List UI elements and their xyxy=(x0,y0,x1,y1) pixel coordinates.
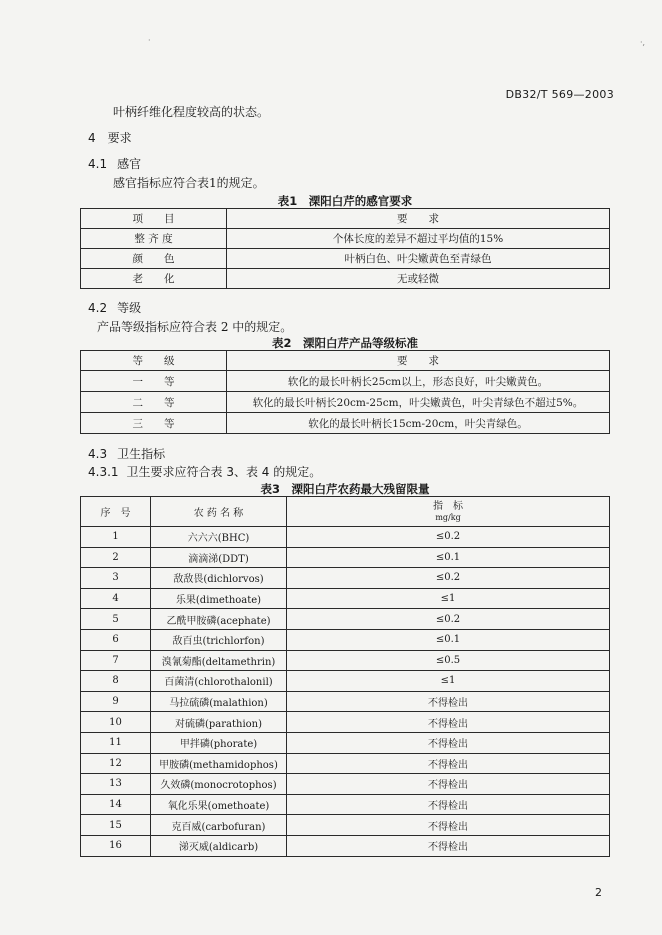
no-cell: 2 xyxy=(81,547,151,568)
intro-continuation: 叶柄纤维化程度较高的状态。 xyxy=(113,105,270,119)
table-cell: 三 等 xyxy=(81,413,227,434)
limit-cell: ≤0.2 xyxy=(287,527,610,548)
limit-cell: ≤1 xyxy=(287,671,610,692)
no-cell: 1 xyxy=(81,527,151,548)
no-cell: 12 xyxy=(81,753,151,774)
no-cell: 6 xyxy=(81,629,151,650)
scan-mark-right: ·, xyxy=(640,38,646,47)
table-3-header-unit: mg/kg xyxy=(435,512,461,522)
section-4-number: 4 xyxy=(88,131,96,145)
pesticide-name-cell: 敌敌畏(dichlorvos) xyxy=(151,568,287,589)
pesticide-name-cell: 甲胺磷(methamidophos) xyxy=(151,753,287,774)
table-row xyxy=(81,794,610,815)
table-cell: 整 齐 度 xyxy=(81,229,227,249)
table-row xyxy=(81,753,610,774)
pesticide-name-cell: 六六六(BHC) xyxy=(151,527,287,548)
table-row xyxy=(81,568,610,589)
no-cell: 3 xyxy=(81,568,151,589)
table-row xyxy=(81,269,610,289)
table-3-header-limit xyxy=(287,497,610,527)
table-2-caption: 表2 溧阳白芹产品等级标准 xyxy=(271,336,418,350)
table-2 xyxy=(80,350,610,434)
section-4-title: 要求 xyxy=(107,131,132,145)
section-4-1-title: 感官 xyxy=(117,157,142,171)
no-cell: 5 xyxy=(81,609,151,630)
table-cell: 软化的最长叶柄长15cm-20cm，叶尖青绿色。 xyxy=(227,413,610,434)
no-cell: 9 xyxy=(81,691,151,712)
pesticide-name-cell: 溴氰菊酯(deltamethrin) xyxy=(151,650,287,671)
pesticide-name-cell: 对硫磷(parathion) xyxy=(151,712,287,733)
table-3-caption: 表3 溧阳白芹农药最大残留限量 xyxy=(260,482,430,496)
page-number: 2 xyxy=(595,886,602,899)
table-row xyxy=(81,712,610,733)
table-2-header-requirement: 要 求 xyxy=(227,351,610,371)
section-4-2-title: 等级 xyxy=(117,301,142,315)
table-row xyxy=(81,691,610,712)
pesticide-name-cell: 乐果(dimethoate) xyxy=(151,588,287,609)
pesticide-name-cell: 甲拌磷(phorate) xyxy=(151,732,287,753)
table-3-body xyxy=(81,527,610,857)
section-4-3-1-number: 4.3.1 xyxy=(88,465,119,479)
no-cell: 14 xyxy=(81,794,151,815)
scan-mark-left: · xyxy=(148,36,151,45)
section-4-2-number: 4.2 xyxy=(88,301,108,315)
table-1 xyxy=(80,208,610,289)
table-3-header-name: 农 药 名 称 xyxy=(151,497,287,527)
pesticide-name-cell: 涕灭威(aldicarb) xyxy=(151,835,287,856)
table-row xyxy=(81,229,610,249)
table-row xyxy=(81,815,610,836)
limit-cell: 不得检出 xyxy=(287,835,610,856)
table-row xyxy=(81,609,610,630)
table-row xyxy=(81,249,610,269)
table-row xyxy=(81,835,610,856)
pesticide-name-cell: 乙酰甲胺磷(acephate) xyxy=(151,609,287,630)
table-1-caption: 表1 溧阳白芹的感官要求 xyxy=(277,194,413,208)
table-cell: 无或轻微 xyxy=(227,269,610,289)
table-row xyxy=(81,650,610,671)
no-cell: 16 xyxy=(81,835,151,856)
section-4-1-heading xyxy=(88,155,141,172)
table-3 xyxy=(80,496,610,857)
section-4-1-number: 4.1 xyxy=(88,157,108,171)
no-cell: 4 xyxy=(81,588,151,609)
table-cell: 软化的最长叶柄长20cm-25cm，叶尖嫩黄色，叶尖青绿色不超过5%。 xyxy=(227,392,610,413)
table-cell: 个体长度的差异不超过平均值的15% xyxy=(227,229,610,249)
section-4-3-title: 卫生指标 xyxy=(117,447,166,461)
no-cell: 10 xyxy=(81,712,151,733)
table-1-header-requirement: 要 求 xyxy=(227,209,610,229)
table-row xyxy=(81,371,610,392)
section-4-3-1-paragraph xyxy=(88,463,321,480)
table-2-header-row xyxy=(81,351,610,371)
section-4-heading xyxy=(88,129,132,146)
table-row xyxy=(81,527,610,548)
limit-cell: ≤1 xyxy=(287,588,610,609)
section-4-2-heading xyxy=(88,299,141,316)
table-cell: 一 等 xyxy=(81,371,227,392)
pesticide-name-cell: 百菌清(chlorothalonil) xyxy=(151,671,287,692)
pesticide-name-cell: 滴滴涕(DDT) xyxy=(151,547,287,568)
limit-cell: ≤0.1 xyxy=(287,629,610,650)
section-4-3-number: 4.3 xyxy=(88,447,108,461)
table-row xyxy=(81,629,610,650)
section-4-3-1-text: 卫生要求应符合表 3、表 4 的规定。 xyxy=(126,465,322,479)
table-1-header-item: 项 目 xyxy=(81,209,227,229)
limit-cell: ≤0.5 xyxy=(287,650,610,671)
limit-cell: ≤0.2 xyxy=(287,568,610,589)
limit-cell: 不得检出 xyxy=(287,712,610,733)
no-cell: 7 xyxy=(81,650,151,671)
table-row xyxy=(81,732,610,753)
table-cell: 二 等 xyxy=(81,392,227,413)
table-3-header-row xyxy=(81,497,610,527)
limit-cell: 不得检出 xyxy=(287,815,610,836)
pesticide-name-cell: 氧化乐果(omethoate) xyxy=(151,794,287,815)
limit-cell: 不得检出 xyxy=(287,753,610,774)
limit-cell: ≤0.1 xyxy=(287,547,610,568)
table-3-header-limit-label: 指 标 xyxy=(433,500,463,512)
table-row xyxy=(81,413,610,434)
no-cell: 13 xyxy=(81,774,151,795)
table-2-header-grade: 等 级 xyxy=(81,351,227,371)
table-cell: 颜 色 xyxy=(81,249,227,269)
table-cell: 软化的最长叶柄长25cm以上，形态良好，叶尖嫩黄色。 xyxy=(227,371,610,392)
pesticide-name-cell: 久效磷(monocrotophos) xyxy=(151,774,287,795)
limit-cell: 不得检出 xyxy=(287,794,610,815)
table-3-header-no: 序 号 xyxy=(81,497,151,527)
no-cell: 8 xyxy=(81,671,151,692)
table-1-header-row xyxy=(81,209,610,229)
limit-cell: ≤0.2 xyxy=(287,609,610,630)
pesticide-name-cell: 马拉硫磷(malathion) xyxy=(151,691,287,712)
section-4-3-heading xyxy=(88,445,165,462)
table-row xyxy=(81,774,610,795)
table-row xyxy=(81,671,610,692)
limit-cell: 不得检出 xyxy=(287,732,610,753)
table-cell: 叶柄白色、叶尖嫩黄色至青绿色 xyxy=(227,249,610,269)
pesticide-name-cell: 敌百虫(trichlorfon) xyxy=(151,629,287,650)
table-cell: 老 化 xyxy=(81,269,227,289)
section-4-1-text: 感官指标应符合表1的规定。 xyxy=(113,176,265,190)
limit-cell: 不得检出 xyxy=(287,691,610,712)
section-4-2-text: 产品等级指标应符合表 2 中的规定。 xyxy=(97,320,293,334)
no-cell: 15 xyxy=(81,815,151,836)
table-row xyxy=(81,547,610,568)
pesticide-name-cell: 克百威(carbofuran) xyxy=(151,815,287,836)
limit-cell: 不得检出 xyxy=(287,774,610,795)
table-row xyxy=(81,588,610,609)
standard-number: DB32/T 569—2003 xyxy=(505,88,614,101)
table-row xyxy=(81,392,610,413)
no-cell: 11 xyxy=(81,732,151,753)
